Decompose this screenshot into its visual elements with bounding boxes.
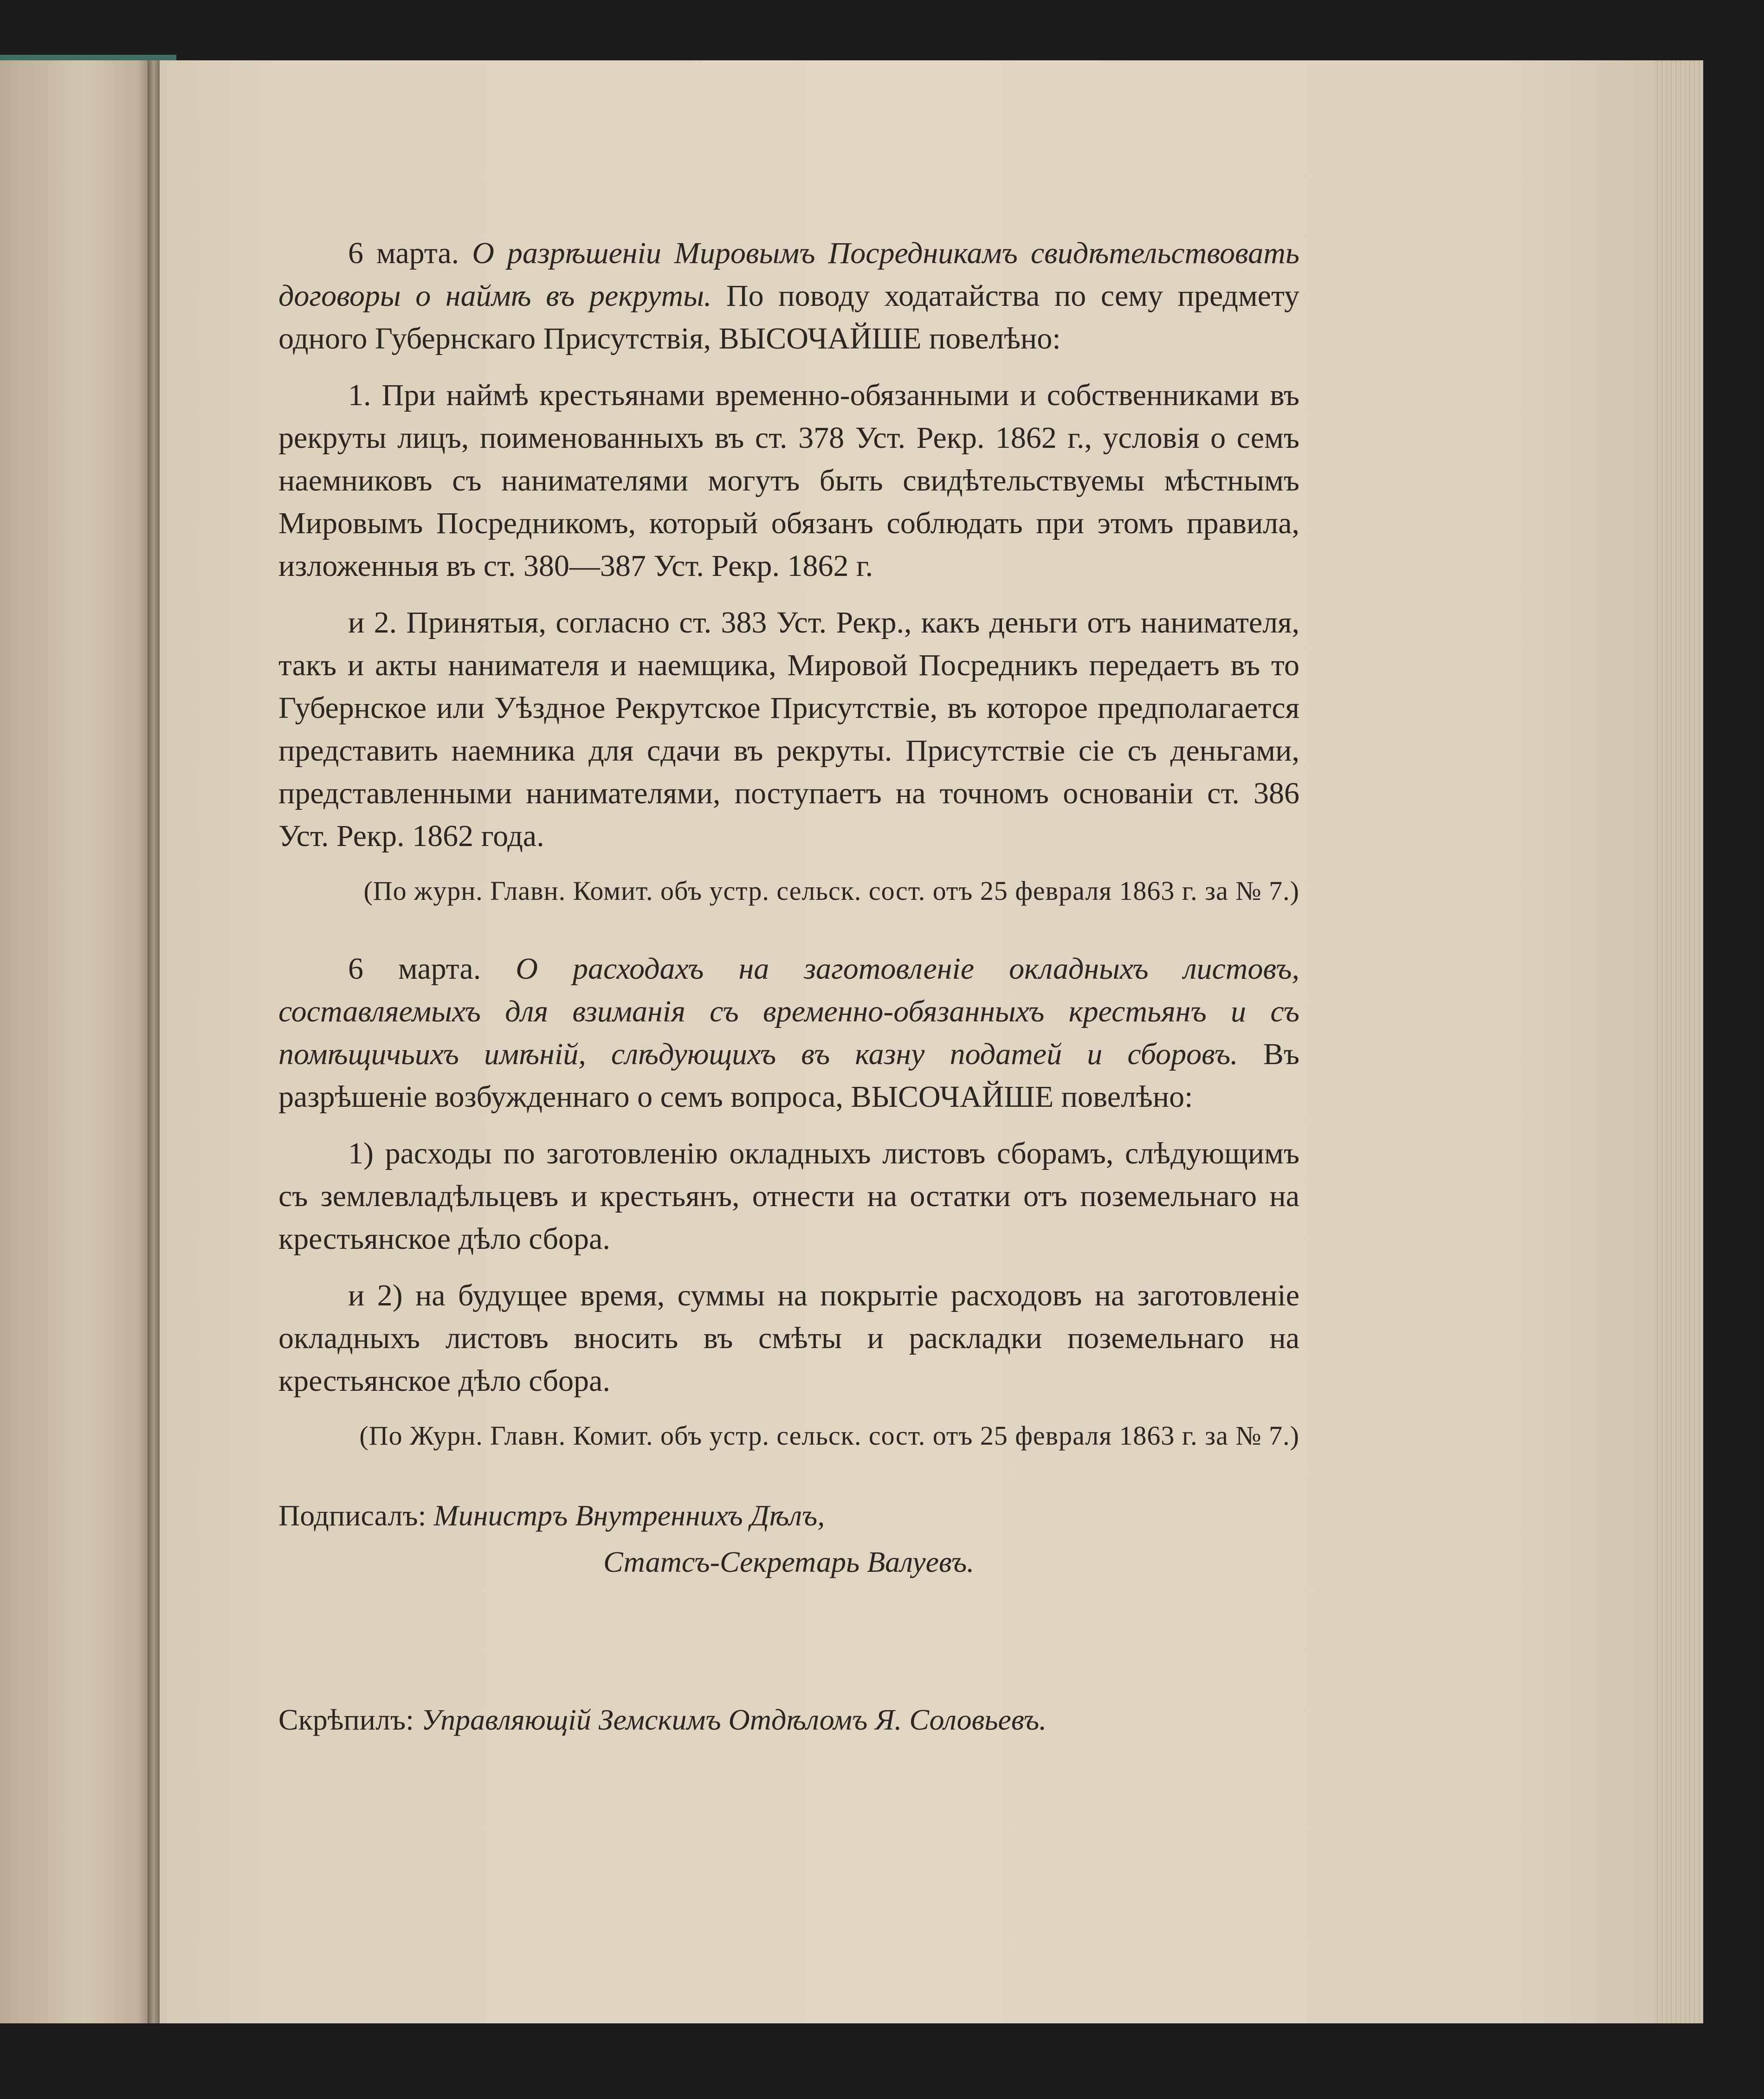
entry-2-heading: О расходахъ на заготовленіе окладныхъ листовъ, составляемыхъ для взиманія съ временно-обязанныхъ крестьянъ и съ помѣщичьихъ имѣній, слѣдующихъ въ казну податей и сборовъ.: [278, 952, 1299, 1071]
entry-2-source: (По Журн. Главн. Комит. объ устр. сельск. сост. отъ 25 февраля 1863 г. за № 7.): [359, 1421, 1299, 1451]
countersign-block: [278, 1697, 1299, 1743]
entry-2-item-2: и 2) на будущее время, суммы на покрытіе расходовъ на заготовленіе окладныхъ листовъ вносить въ смѣты и раскладки поземельнаго на крестьянское дѣло сбора.: [278, 1279, 1299, 1398]
page-edges: [1654, 60, 1703, 2023]
page-text: [278, 232, 1299, 1743]
entry-1-intro-text: По поводу ходатайства по сему предмету одного Губернскаго Присутствія, ВЫСОЧАЙШЕ повелѣно:: [278, 279, 1299, 355]
book-gutter: [148, 60, 160, 2023]
countersign-label: Скрѣпилъ:: [278, 1703, 414, 1736]
entry-2-intro: [278, 948, 1299, 1118]
signature-block: [278, 1492, 1299, 1585]
signature-label: Подписалъ:: [278, 1499, 426, 1532]
signature-role-2: Статсъ-Секретарь Валуевъ.: [603, 1545, 975, 1578]
entry-2-date: 6 марта.: [348, 952, 481, 986]
countersign-role: Управляющій Земскимъ Отдѣломъ Я. Соловьевъ.: [421, 1703, 1047, 1736]
signature-role-1: Министръ Внутреннихъ Дѣлъ,: [433, 1499, 825, 1532]
entry-2-item-1: 1) расходы по заготовленію окладныхъ листовъ сборамъ, слѣдующимъ съ землевладѣльцевъ и крестьянъ, отнести на остатки отъ поземельнаго на крестьянское дѣло сбора.: [278, 1137, 1299, 1256]
left-page: [0, 60, 153, 2023]
entry-1-date: 6 марта.: [348, 236, 459, 270]
entry-1-source: (По журн. Главн. Комит. объ устр. сельск. сост. отъ 25 февраля 1863 г. за № 7.): [363, 876, 1299, 906]
entry-2-intro-text: Въ разрѣшеніе возбужденнаго о семъ вопроса, ВЫСОЧАЙШЕ повелѣно:: [278, 1037, 1300, 1114]
entry-1-item-2: и 2. Принятыя, согласно ст. 383 Уст. Рекр., какъ деньги отъ нанимателя, такъ и акты нанимателя и наемщика, Мировой Посредникъ передаетъ въ то Губернское или Уѣздное Рекрутское Присутствіе, въ которое предполагается представить наемника для сдачи въ рекруты. Присутствіе сіе съ деньгами, представленными нанимателями, поступаетъ на точномъ основаніи ст. 386 Уст. Рекр. 1862 года.: [278, 606, 1299, 853]
entry-1-intro: [278, 232, 1299, 360]
entry-1-item-1: 1. При наймѣ крестьянами временно-обязанными и собственниками въ рекруты лицъ, поименованныхъ въ ст. 378 Уст. Рекр. 1862 г., условія о семъ наемниковъ съ нанимателями могутъ быть свидѣтельствуемы мѣстнымъ Мировымъ Посредникомъ, который обязанъ соблюдать при этомъ правила, изложенныя въ ст. 380—387 Уст. Рекр. 1862 г.: [278, 378, 1299, 583]
entry-1-heading: О разрѣшеніи Мировымъ Посредникамъ свидѣтельствовать договоры о наймѣ въ рекруты.: [278, 236, 1299, 313]
